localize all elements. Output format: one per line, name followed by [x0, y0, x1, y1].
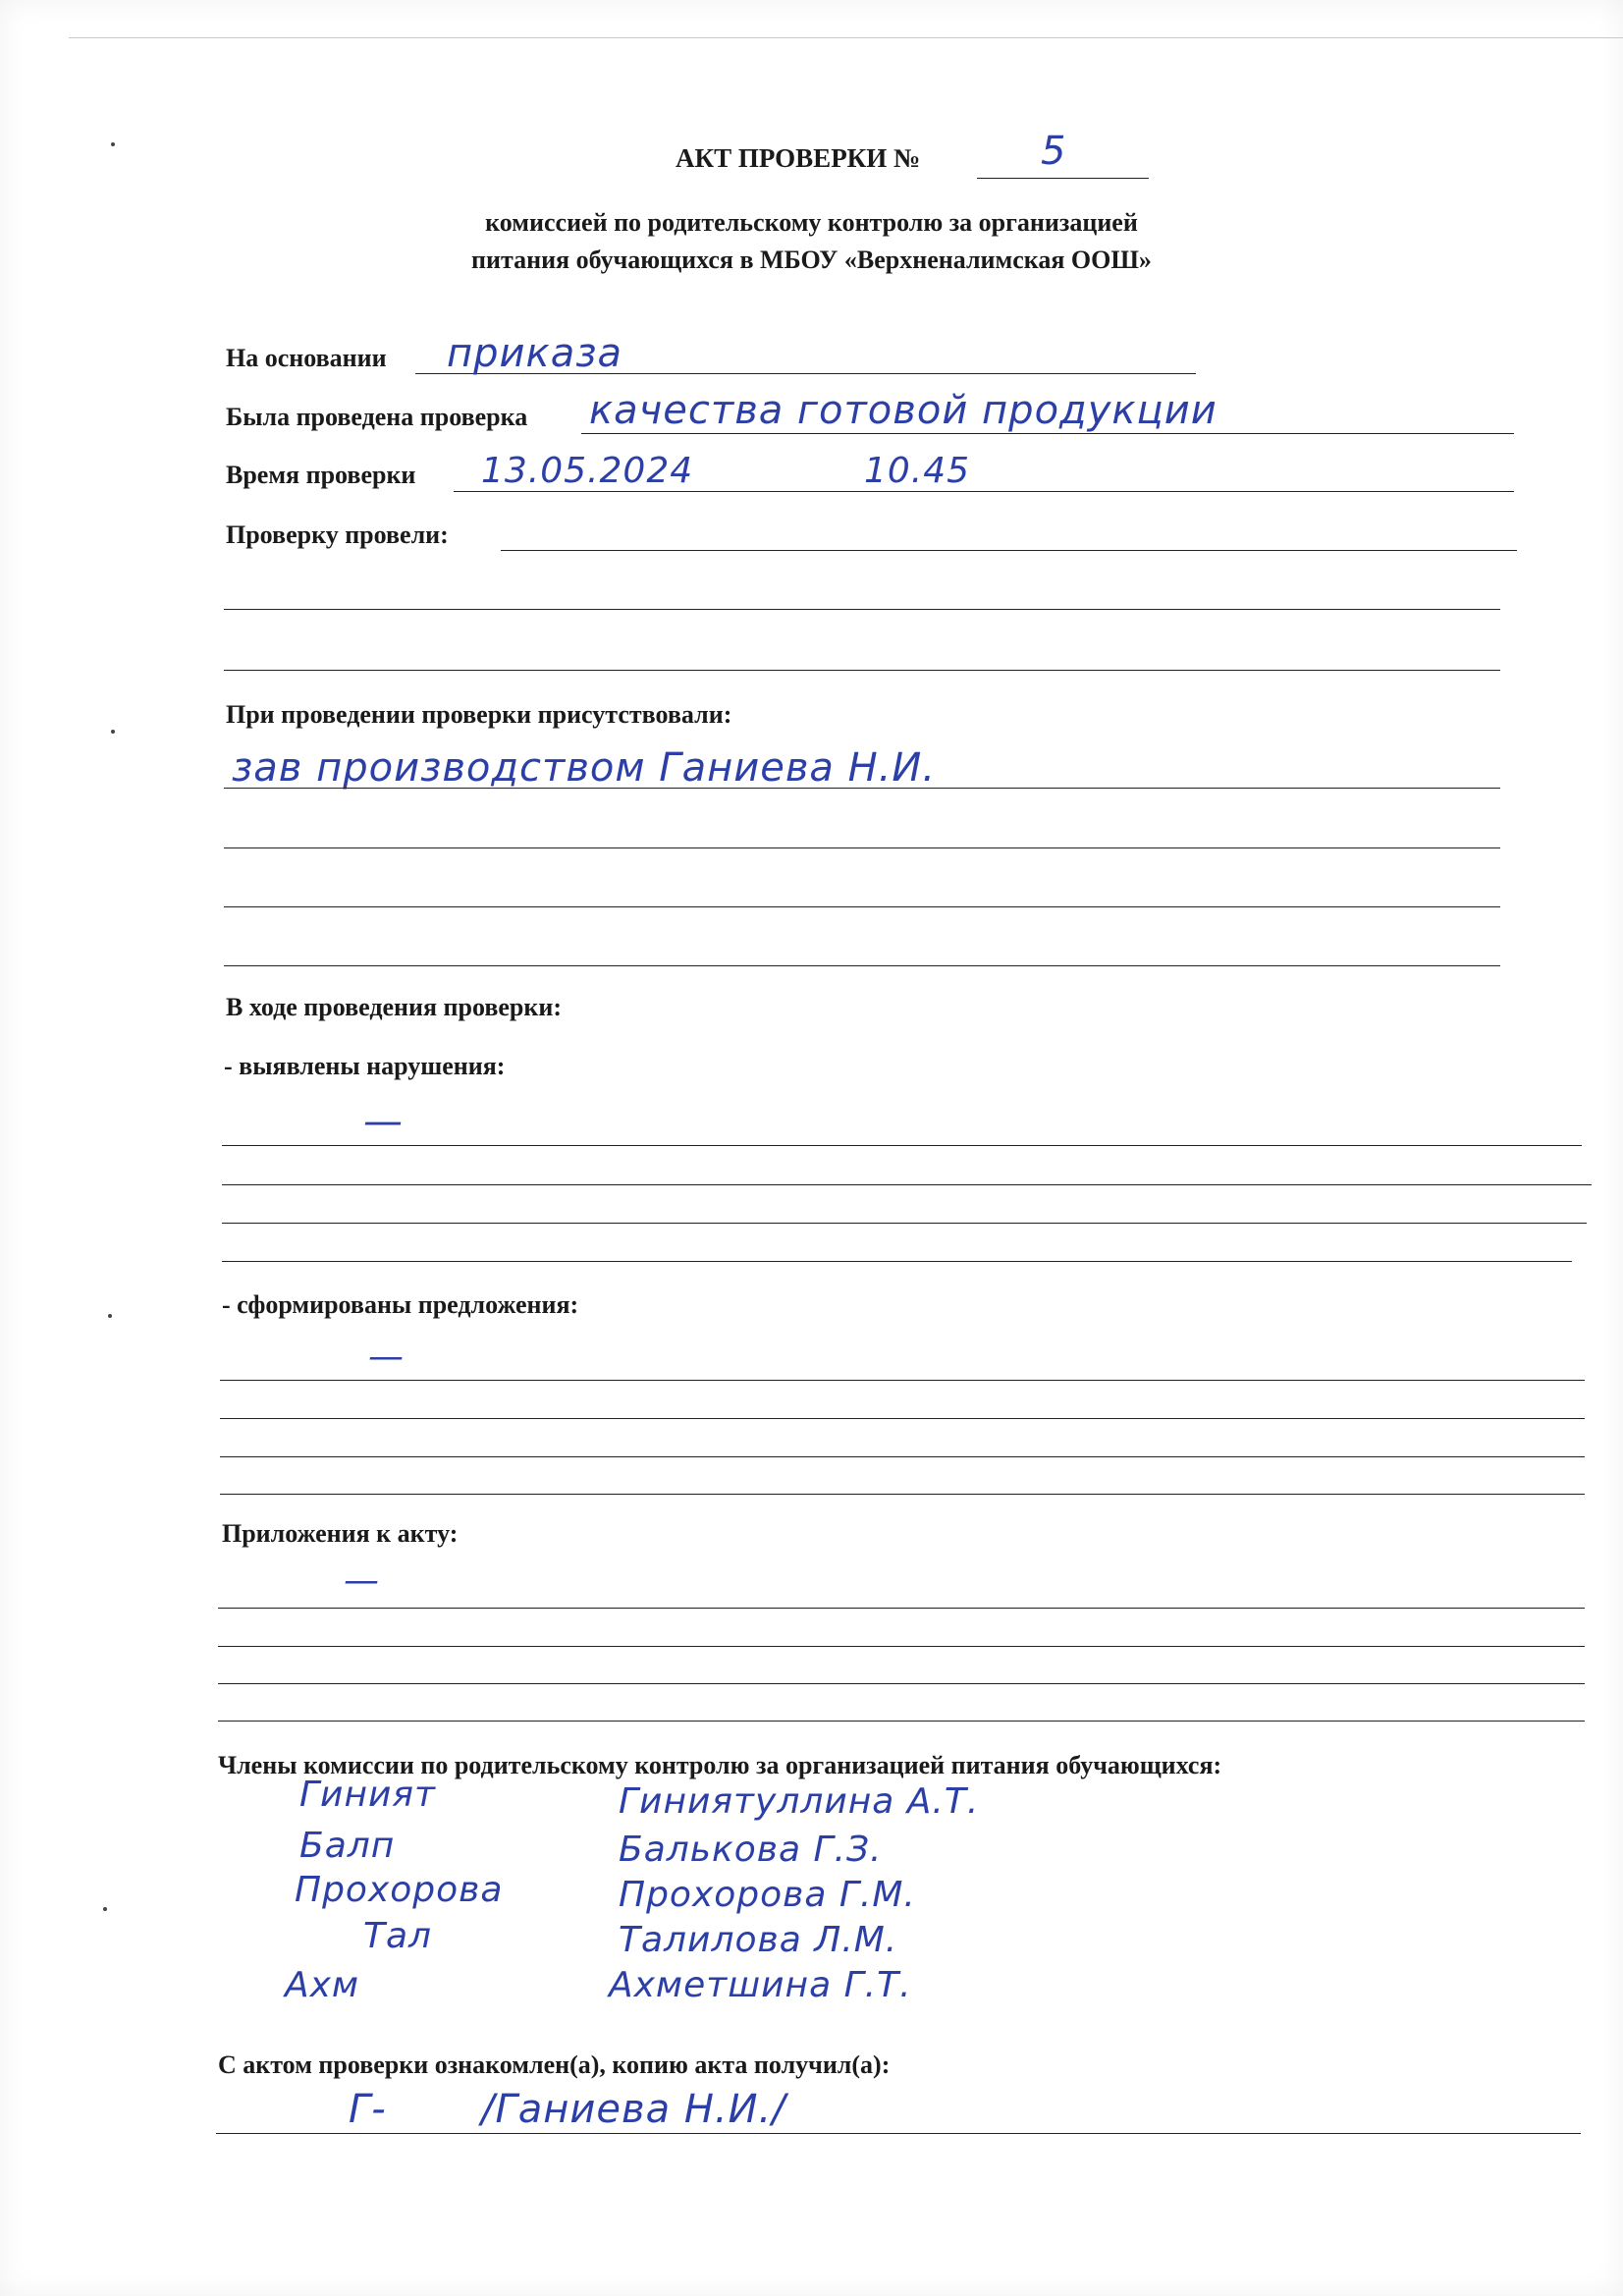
proposals-value: — [368, 1337, 405, 1377]
member-signature: Ахм [285, 1965, 360, 2005]
present-line-3 [224, 906, 1500, 907]
present-line-4 [224, 965, 1500, 966]
proposals-line-2 [220, 1418, 1585, 1419]
margin-dot [108, 1314, 112, 1318]
commission-label: Члены комиссии по родительскому контролю за организацией питания обучающихся: [218, 1751, 1222, 1779]
violations-line-4 [222, 1261, 1572, 1262]
member-signature: Тал [363, 1916, 433, 1956]
basis-label: На основании [226, 344, 387, 372]
time-line [454, 491, 1514, 492]
acknowledgement-name: /Ганиева Н.И./ [481, 2087, 786, 2132]
proposals-line-1 [220, 1380, 1585, 1381]
present-label: При проведении проверки присутствовали: [226, 700, 732, 729]
scan-edge [69, 37, 1623, 38]
member-signature: Балп [299, 1826, 396, 1866]
acknowledgement-signature: Г- [349, 2087, 387, 2132]
subtitle-line1: комиссией по родительскому контролю за организацией [485, 208, 1138, 237]
attachments-label: Приложения к акту: [222, 1519, 459, 1548]
acknowledgement-line [216, 2133, 1581, 2134]
check-label: Была проведена проверка [226, 403, 528, 431]
member-name: Гиниятуллина А.Т. [619, 1781, 980, 1822]
attachments-line-3 [218, 1683, 1585, 1684]
attachments-line-2 [218, 1646, 1585, 1647]
proposals-label: - сформированы предложения: [222, 1290, 579, 1319]
conducted-line-1 [501, 550, 1517, 551]
violations-value: — [363, 1099, 404, 1144]
margin-dot [111, 142, 115, 146]
member-name: Талилова Л.М. [619, 1920, 898, 1960]
proposals-line-4 [220, 1494, 1585, 1495]
violations-line-3 [222, 1223, 1587, 1224]
check-line [581, 433, 1514, 434]
member-name: Балькова Г.З. [619, 1830, 883, 1870]
attachments-line-4 [218, 1721, 1585, 1722]
conducted-line-2 [224, 609, 1500, 610]
margin-dot [103, 1907, 107, 1911]
time-label: Время проверки [226, 461, 416, 489]
time-date: 13.05.2024 [481, 451, 694, 491]
member-name: Ахметшина Г.Т. [609, 1965, 912, 2005]
margin-dot [111, 730, 115, 734]
act-number: 5 [1041, 129, 1067, 174]
basis-value: приказа [447, 331, 622, 376]
violations-line-2 [222, 1184, 1592, 1185]
conducted-label: Проверку провели: [226, 520, 449, 549]
proposals-line-3 [220, 1456, 1585, 1457]
act-title: АКТ ПРОВЕРКИ № [676, 143, 921, 173]
member-signature: Прохорова [295, 1870, 504, 1910]
violations-label: - выявлены нарушения: [224, 1052, 506, 1080]
present-line-1 [224, 788, 1500, 789]
attachments-line-1 [218, 1608, 1585, 1609]
attachments-value: — [344, 1560, 380, 1601]
member-signature: Гиният [299, 1775, 437, 1815]
time-clock: 10.45 [864, 451, 971, 491]
violations-line-1 [222, 1145, 1582, 1146]
present-line-2 [224, 847, 1500, 848]
findings-heading: В ходе проведения проверки: [226, 993, 562, 1021]
conducted-line-3 [224, 670, 1500, 671]
acknowledgement-label: С актом проверки ознакомлен(а), копию акта получил(а): [218, 2050, 891, 2079]
member-name: Прохорова Г.М. [619, 1875, 916, 1915]
check-value: качества готовой продукции [589, 388, 1217, 433]
subtitle-line2: питания обучающихся в МБОУ «Верхненалимская ООШ» [471, 246, 1152, 274]
act-number-line [977, 178, 1149, 179]
present-value: зав производством Ганиева Н.И. [232, 745, 937, 791]
